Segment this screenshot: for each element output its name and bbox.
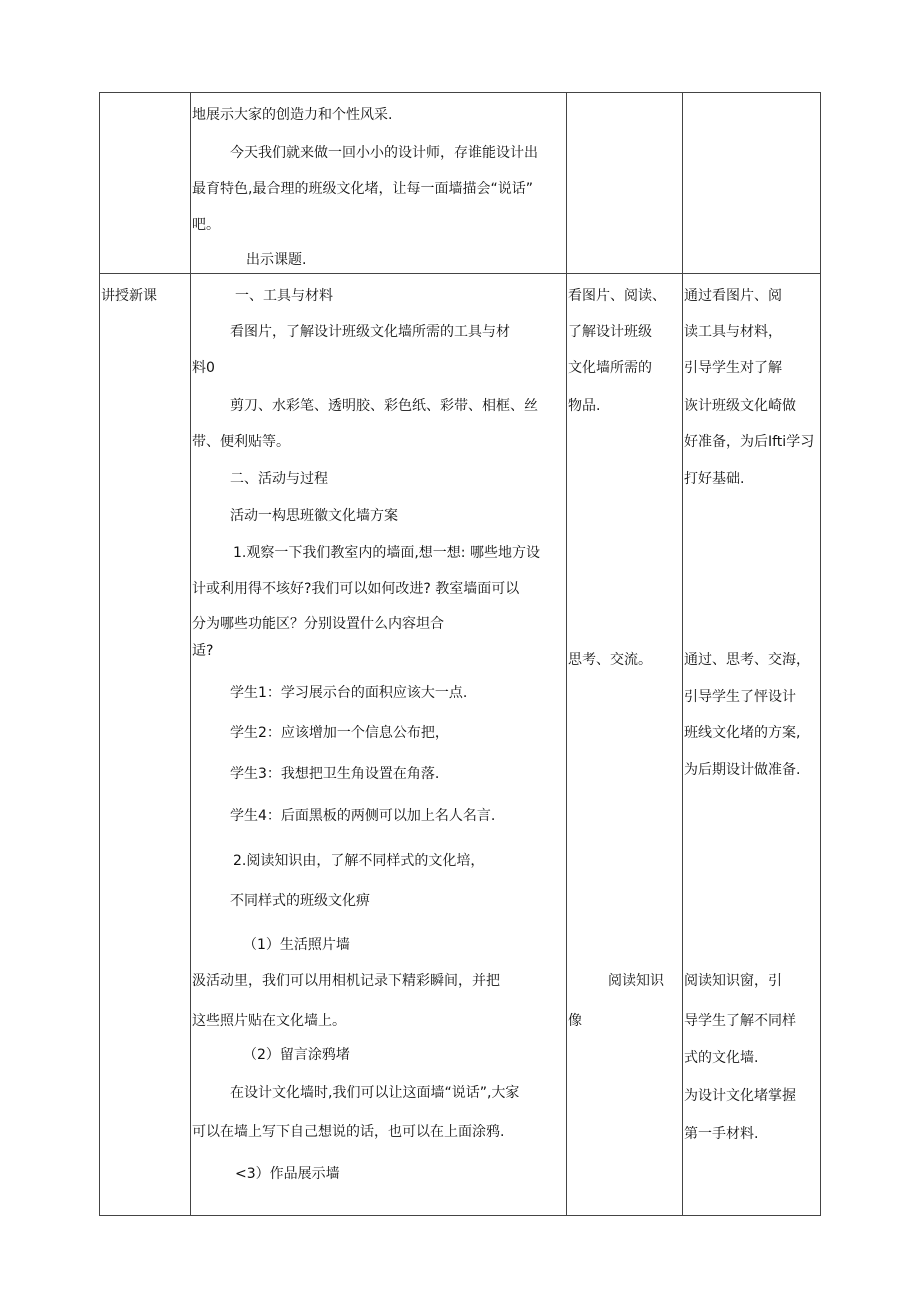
content-line: 带、便利贴等。	[192, 434, 290, 450]
column-divider-3	[682, 92, 683, 1216]
content-line: 料0	[192, 360, 215, 376]
content-line: 活动一构思班徽文化墙方案	[230, 508, 398, 524]
content-line: 分为哪些功能区？分别设置什么内容坦合	[192, 616, 444, 632]
column-divider-1	[190, 92, 191, 1216]
content-line: 不同样式的班级文化痹	[230, 893, 370, 909]
student-activity-line: 像	[568, 1013, 582, 1029]
student-activity-line: 文化墙所需的	[568, 360, 652, 376]
content-line: 1.观察一下我们教室内的墙面,想一想: 哪些地方设	[233, 545, 540, 561]
content-line: 剪刀、水彩笔、透明胶、彩色纸、彩带、相框、丝	[230, 398, 538, 414]
table-border-bottom	[99, 1215, 821, 1216]
row-divider	[99, 273, 821, 274]
content-line: 可以在墙上写下自己想说的话，也可以在上面涂鸦.	[192, 1124, 505, 1140]
design-purpose-line: 式的文化墙.	[684, 1050, 759, 1066]
row1-content-line: 最育特色,最合理的班级文化堵，让每一面墙描会“说话”	[192, 181, 533, 197]
content-line: <3）作品展示墙	[235, 1166, 340, 1182]
design-purpose-line: 为后期设计做准备.	[684, 762, 801, 778]
design-purpose-line: 好准备，为后Ifti学习	[684, 434, 815, 450]
table-border-top	[99, 92, 821, 93]
row1-content-line: 今天我们就来做一回小小的设计师，存谁能设计出	[230, 145, 538, 161]
content-line: 学生1：学习展示台的面积应该大一点.	[230, 685, 468, 701]
stage-label: 讲授新课	[101, 288, 157, 304]
content-line: 学生3：我想把卫生角设置在角落.	[230, 766, 440, 782]
table-border-right	[820, 92, 821, 1216]
row1-content-line: 地展示大家的创造力和个性风采.	[192, 107, 393, 123]
design-purpose-line: 诙计班级文化崎做	[684, 398, 796, 414]
design-purpose-line: 通过看图片、阅	[684, 288, 782, 304]
design-purpose-line: 为设计文化堵掌握	[684, 1088, 796, 1104]
design-purpose-line: 导学生了解不同样	[684, 1013, 796, 1029]
design-purpose-line: 班线文化堵的方案,	[684, 725, 801, 741]
design-purpose-line: 引导学生了怦设计	[684, 689, 796, 705]
design-purpose-line: 打好基础.	[684, 471, 745, 487]
student-activity-line: 了解设计班级	[568, 324, 652, 340]
content-line: （2）留言涂鸦堵	[243, 1047, 350, 1063]
student-activity-line: 物品.	[568, 398, 601, 414]
design-purpose-line: 阅读知识窗，引	[684, 973, 782, 989]
student-activity-line: 阅读知识	[608, 973, 664, 989]
design-purpose-line: 读工具与材料，	[684, 324, 782, 340]
content-line: 2.阅读知识由，了解不同样式的文化培，	[233, 853, 485, 869]
content-line: 学生2：应该增加一个信息公布把，	[230, 725, 449, 741]
column-divider-2	[566, 92, 567, 1216]
content-line: 汲活动里，我们可以用相机记录下精彩瞬间，并把	[192, 973, 500, 989]
student-activity-line: 看图片、阅读、	[568, 288, 666, 304]
design-purpose-line: 引导学生对了解	[684, 360, 782, 376]
design-purpose-line: 第一手材料.	[684, 1126, 759, 1142]
content-line: 计或利用得不垓好?我们可以如何改进? 教室墙面可以	[192, 581, 520, 597]
row1-content-line: 吧。	[192, 217, 220, 233]
content-line: 看图片，了解设计班级文化墙所需的工具与材	[230, 324, 510, 340]
student-activity-line: 思考、交流。	[568, 652, 652, 668]
content-heading: 一、工具与材料	[235, 288, 333, 304]
design-purpose-line: 通过、思考、交海，	[684, 652, 810, 668]
row1-content-line: 出示课题.	[246, 252, 307, 268]
content-line: 这些照片贴在文化墙上。	[192, 1013, 346, 1029]
content-line: 学生4：后面黑板的两侧可以加上名人名言.	[230, 808, 496, 824]
content-line: 适?	[192, 643, 214, 659]
content-line: 在设计文化墙时,我们可以让这面墙“说话”,大家	[230, 1085, 520, 1101]
content-line: （1）生活照片墙	[243, 937, 350, 953]
table-border-left	[99, 92, 100, 1216]
content-heading: 二、活动与过程	[230, 471, 328, 487]
